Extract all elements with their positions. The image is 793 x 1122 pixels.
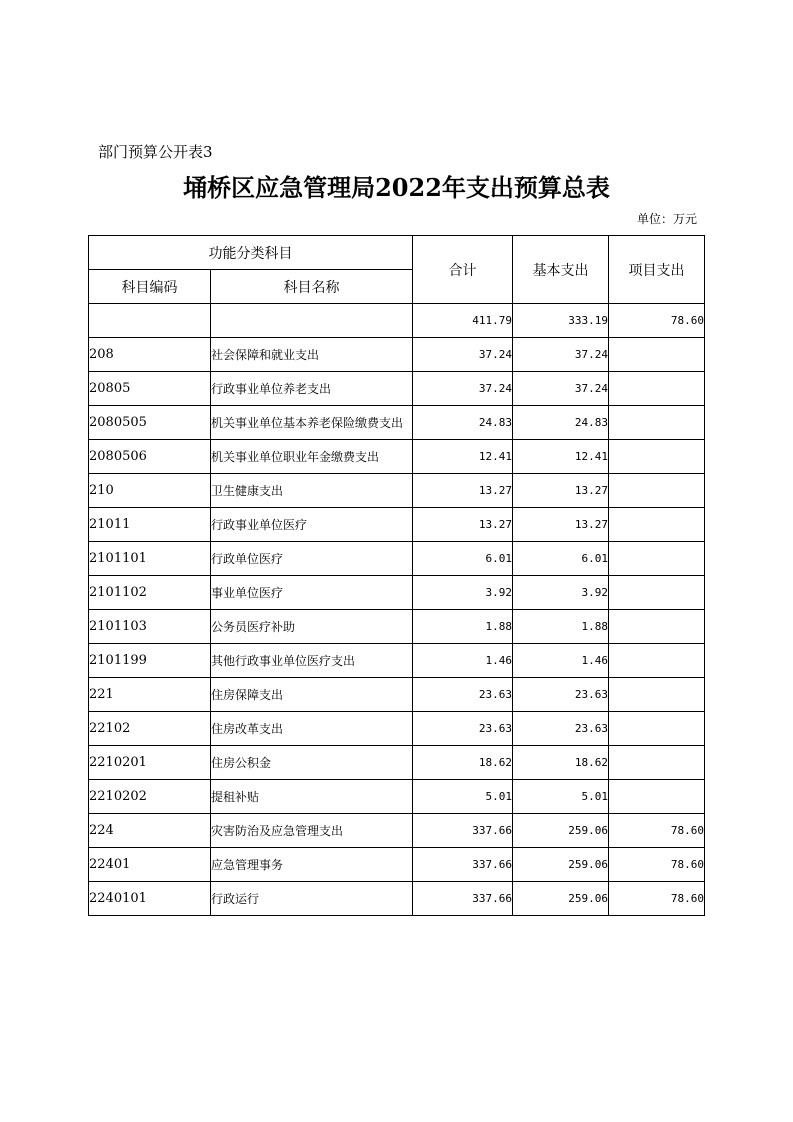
table-row [89,848,705,882]
table-row [89,644,705,678]
cell-project [609,406,705,440]
cell-project: 78.60 [609,814,705,848]
cell-total: 37.24 [413,372,513,406]
cell-subject-code: 2080505 [89,406,211,440]
cell-subject-name: 提租补贴 [211,780,413,814]
header-subject-name: 科目名称 [211,270,413,304]
cell-basic: 6.01 [513,542,609,576]
cell-basic: 3.92 [513,576,609,610]
cell-basic: 37.24 [513,338,609,372]
cell-subject-code: 2240101 [89,882,211,916]
cell-project [609,440,705,474]
budget-table [88,235,705,916]
cell-total: 5.01 [413,780,513,814]
header-total: 合计 [413,236,513,304]
table-caption: 部门预算公开表3 [98,143,213,161]
cell-basic: 23.63 [513,712,609,746]
cell-project [609,644,705,678]
cell-subject-name: 公务员医疗补助 [211,610,413,644]
cell-total: 37.24 [413,338,513,372]
cell-total: 13.27 [413,508,513,542]
table-row [89,440,705,474]
cell-subject-code: 2101101 [89,542,211,576]
cell-subject-code: 2080506 [89,440,211,474]
cell-subject-code: 21011 [89,508,211,542]
cell-total: 24.83 [413,406,513,440]
cell-basic: 1.46 [513,644,609,678]
table-row [89,406,705,440]
table-row [89,678,705,712]
cell-project [609,474,705,508]
table-row [89,814,705,848]
cell-subject-name: 卫生健康支出 [211,474,413,508]
table-row [89,712,705,746]
page-title: 埇桥区应急管理局2022年支出预算总表 [183,173,610,202]
table-row [89,372,705,406]
cell-subject-name: 应急管理事务 [211,848,413,882]
cell-total: 337.66 [413,848,513,882]
cell-basic: 13.27 [513,508,609,542]
cell-total: 337.66 [413,882,513,916]
cell-subject-name: 行政事业单位养老支出 [211,372,413,406]
cell-basic: 5.01 [513,780,609,814]
cell-subject-name [211,304,413,338]
cell-basic: 259.06 [513,814,609,848]
cell-subject-name: 行政单位医疗 [211,542,413,576]
table-row [89,474,705,508]
cell-total: 23.63 [413,712,513,746]
cell-basic: 24.83 [513,406,609,440]
table-row [89,304,705,338]
cell-subject-name: 灾害防治及应急管理支出 [211,814,413,848]
cell-project [609,610,705,644]
cell-subject-name: 行政运行 [211,882,413,916]
header-function-category: 功能分类科目 [89,236,413,270]
header-subject-code: 科目编码 [89,270,211,304]
cell-project [609,372,705,406]
table-row [89,542,705,576]
cell-total: 12.41 [413,440,513,474]
cell-project [609,780,705,814]
cell-subject-code: 2101103 [89,610,211,644]
cell-basic: 1.88 [513,610,609,644]
budget-table-body [89,304,705,916]
cell-subject-code: 210 [89,474,211,508]
cell-subject-code: 22102 [89,712,211,746]
cell-subject-name: 行政事业单位医疗 [211,508,413,542]
cell-basic: 23.63 [513,678,609,712]
cell-project [609,678,705,712]
cell-project [609,712,705,746]
table-row [89,780,705,814]
cell-project [609,542,705,576]
cell-subject-name: 机关事业单位职业年金缴费支出 [211,440,413,474]
cell-subject-code: 20805 [89,372,211,406]
cell-subject-name: 其他行政事业单位医疗支出 [211,644,413,678]
cell-total: 18.62 [413,746,513,780]
cell-total: 411.79 [413,304,513,338]
cell-subject-code: 22401 [89,848,211,882]
cell-total: 6.01 [413,542,513,576]
cell-total: 337.66 [413,814,513,848]
cell-project [609,338,705,372]
cell-subject-code: 2210202 [89,780,211,814]
cell-basic: 12.41 [513,440,609,474]
cell-subject-code: 221 [89,678,211,712]
cell-subject-name: 社会保障和就业支出 [211,338,413,372]
header-basic-expenditure: 基本支出 [513,236,609,304]
unit-label: 单位：万元 [636,212,697,226]
table-row [89,746,705,780]
cell-total: 1.88 [413,610,513,644]
cell-total: 3.92 [413,576,513,610]
cell-total: 13.27 [413,474,513,508]
cell-subject-code: 2101199 [89,644,211,678]
table-row [89,338,705,372]
table-row [89,882,705,916]
cell-project: 78.60 [609,304,705,338]
cell-project [609,576,705,610]
cell-subject-name: 事业单位医疗 [211,576,413,610]
cell-subject-name: 住房保障支出 [211,678,413,712]
cell-total: 23.63 [413,678,513,712]
table-row [89,610,705,644]
cell-subject-name: 住房改革支出 [211,712,413,746]
cell-basic: 259.06 [513,882,609,916]
cell-basic: 333.19 [513,304,609,338]
cell-project: 78.60 [609,848,705,882]
cell-subject-name: 机关事业单位基本养老保险缴费支出 [211,406,413,440]
table-row [89,576,705,610]
cell-basic: 13.27 [513,474,609,508]
cell-basic: 259.06 [513,848,609,882]
cell-total: 1.46 [413,644,513,678]
cell-subject-name: 住房公积金 [211,746,413,780]
cell-subject-code: 2101102 [89,576,211,610]
cell-basic: 18.62 [513,746,609,780]
cell-subject-code [89,304,211,338]
cell-subject-code: 2210201 [89,746,211,780]
cell-project: 78.60 [609,882,705,916]
header-project-expenditure: 项目支出 [609,236,705,304]
cell-subject-code: 224 [89,814,211,848]
cell-project [609,508,705,542]
cell-project [609,746,705,780]
table-row [89,508,705,542]
cell-basic: 37.24 [513,372,609,406]
cell-subject-code: 208 [89,338,211,372]
